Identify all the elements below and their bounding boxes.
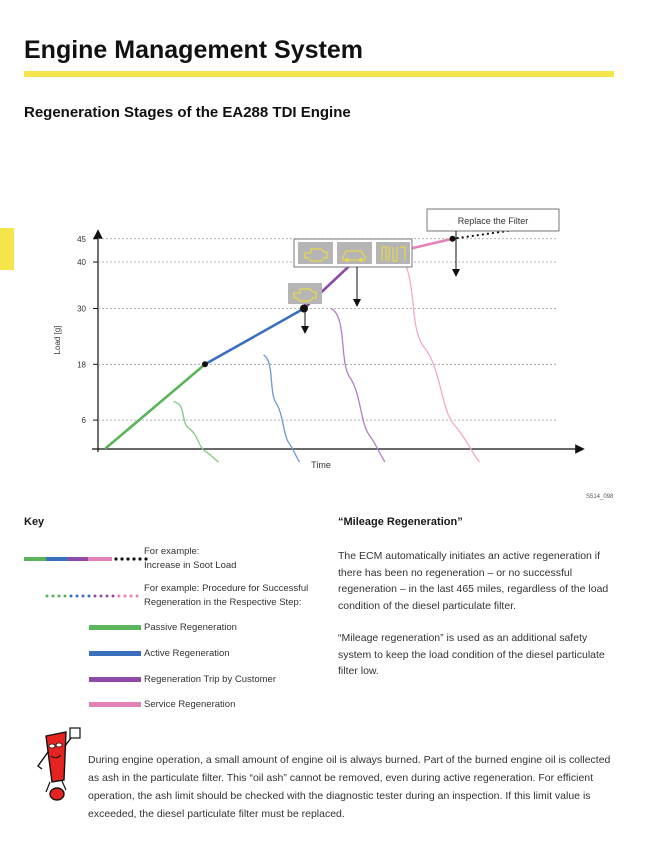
key-passive-label: Passive Regeneration: [144, 622, 237, 633]
title-rule: [24, 71, 614, 77]
marker-1: [202, 361, 208, 367]
oil-ash-note: During engine operation, a small amount of engine oil is always burned. Part of the burned engine oil is collected as ash in the particulate filter. This “oil ash” cannot be removed, even during active regeneration. For efficient operation, the ash limit should be checked with the diagnostic tester during an inspection. If this limit value is exceeded, the diesel particulate filter must be replaced.: [88, 754, 611, 820]
y-axis-label: Load [g]: [53, 325, 62, 355]
key-item-procedure-label: [144, 582, 308, 610]
passive-engine-icon: [288, 283, 322, 304]
key-item-soot-line1: For example:: [144, 546, 200, 557]
drop-curve-2: [264, 355, 300, 462]
key-soot-swatch: [24, 549, 149, 555]
key-title: Key: [24, 516, 45, 528]
mileage-title: “Mileage Regeneration”: [338, 516, 463, 528]
section-title: Regeneration Stages of the EA288 TDI Engine: [24, 104, 351, 121]
key-active-label: Active Regeneration: [144, 648, 230, 659]
ytick-label-30: 30: [77, 304, 86, 314]
ytick-label-18: 18: [77, 360, 86, 370]
marker-4: [450, 236, 456, 242]
series-line-2: [205, 309, 304, 365]
mileage-paragraph-1: The ECM automatically initiates an active regeneration if there has been no regeneration – or no successful regeneration – in the last 465 miles, regardless of the load condition of the diesel particulate filter.: [338, 550, 609, 612]
figure-code: S514_098: [586, 494, 614, 500]
page-title: Engine Management System: [24, 36, 363, 64]
ytick-label-45: 45: [77, 234, 86, 244]
key-item-procedure-line2: Regeneration in the Respective Step:: [144, 597, 302, 608]
key-trip-label: Regeneration Trip by Customer: [144, 674, 277, 685]
car-icon: [337, 242, 372, 264]
regeneration-chart: [0, 200, 672, 490]
key-trip-swatch: [89, 677, 141, 682]
engine-icon: [298, 242, 333, 264]
x-axis-label: Time: [311, 460, 331, 470]
series-line-1: [106, 364, 205, 448]
ytick-label-6: 6: [81, 416, 86, 426]
warning-exclamation-figure-icon: [28, 726, 84, 810]
key-procedure-swatch: [44, 586, 144, 592]
drop-curve-1: [174, 402, 219, 462]
key-item-soot-line2: Increase in Soot Load: [144, 560, 237, 571]
key-item-procedure-line1: For example: Procedure for Successful: [144, 583, 309, 594]
marker-2: [300, 305, 308, 313]
drop-curve-4: [394, 253, 480, 462]
key-active-swatch: [89, 651, 141, 656]
key-service-swatch: [89, 702, 141, 707]
key-service-label: Service Regeneration: [144, 699, 236, 710]
key-item-soot-label: [144, 545, 236, 573]
key-passive-swatch: [89, 625, 141, 630]
drop-curve-3: [331, 309, 385, 462]
mileage-paragraph-2: “Mileage regeneration” is used as an additional safety system to keep the load condition of the diesel particulate filter low.: [338, 632, 605, 677]
workshop-tool-icon: [376, 242, 410, 264]
replace-filter-label: Replace the Filter: [457, 216, 529, 226]
ytick-label-40: 40: [77, 258, 86, 267]
